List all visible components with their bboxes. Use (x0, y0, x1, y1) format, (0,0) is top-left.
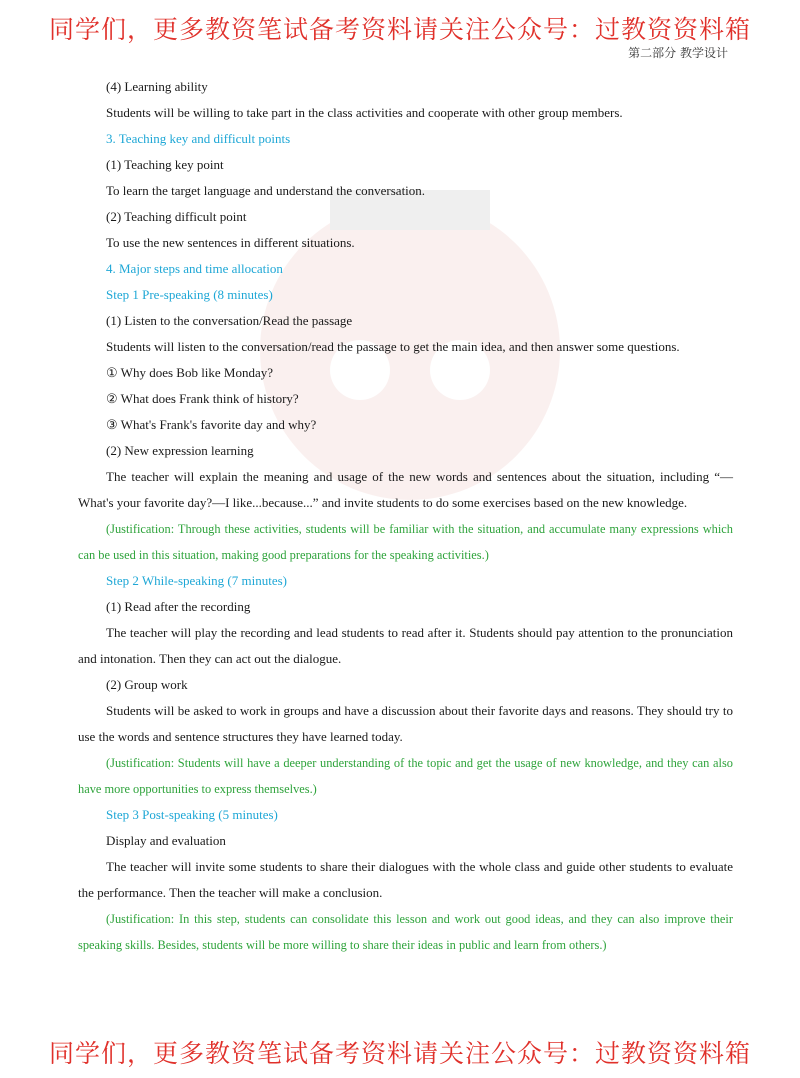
step1-heading: Step 1 Pre-speaking (8 minutes) (106, 287, 273, 302)
step1-question: ③ What's Frank's favorite day and why? (106, 417, 317, 432)
difficult-point-title: (2) Teaching difficult point (106, 209, 247, 224)
step3-heading: Step 3 Post-speaking (5 minutes) (106, 807, 278, 822)
running-head: 第二部分 教学设计 (628, 46, 728, 60)
step2-sub2-text: Students will be asked to work in groups and have a discussion about their favorite days and reasons. They should try to use the words and sentence structures they have learned today. (78, 703, 733, 744)
step1-sub1-text: Students will listen to the conversation/read the passage to get the main idea, and then answer some questions. (106, 339, 680, 354)
promo-banner-top: 同学们，更多教资笔试备考资料请关注公众号：过教资资料箱 (48, 15, 751, 44)
step1-justification: (Justification: Through these activities, students will be familiar with the situation, and accumulate many expressions which can be used in this situation, making good preparations for the speaking activities.) (78, 522, 733, 562)
major-steps-heading: 4. Major steps and time allocation (106, 261, 283, 276)
step1-sub2-title: (2) New expression learning (106, 443, 254, 458)
promo-banner-bottom: 同学们，更多教资笔试备考资料请关注公众号：过教资资料箱 (48, 1039, 751, 1068)
step1-sub1-title: (1) Listen to the conversation/Read the passage (106, 313, 353, 328)
step1-sub2-text: The teacher will explain the meaning and usage of the new words and sentences about the situation, including “—What's your favorite day?—I like...because...” and invite students to do some exercises based on the new knowledge. (78, 469, 733, 510)
learning-ability-text: Students will be willing to take part in the class activities and cooperate with other group members. (106, 105, 623, 120)
step3-justification: (Justification: In this step, students can consolidate this lesson and work out good ideas, and they can also improve their speaking skills. Besides, students will be more willing to share their ideas in public and learn from others.) (78, 912, 733, 952)
key-points-heading: 3. Teaching key and difficult points (106, 131, 291, 146)
key-point-text: To learn the target language and understand the conversation. (106, 183, 426, 198)
step1-question: ② What does Frank think of history? (106, 391, 299, 406)
step2-heading: Step 2 While-speaking (7 minutes) (106, 573, 288, 588)
step2-justification: (Justification: Students will have a deeper understanding of the topic and get the usage of new knowledge, and they can also have more opportunities to express themselves.) (78, 756, 733, 796)
step3-sub1-title: Display and evaluation (106, 833, 226, 848)
step2-sub1-title: (1) Read after the recording (106, 599, 251, 614)
difficult-point-text: To use the new sentences in different situations. (106, 235, 355, 250)
key-point-title: (1) Teaching key point (106, 157, 224, 172)
step2-sub2-title: (2) Group work (106, 677, 188, 692)
document-body (78, 74, 733, 958)
step3-sub1-text: The teacher will invite some students to share their dialogues with the whole class and guide other students to evaluate the performance. Then the teacher will make a conclusion. (78, 859, 733, 900)
step2-sub1-text: The teacher will play the recording and lead students to read after it. Students should pay attention to the pronunciation and intonation. Then they can act out the dialogue. (78, 625, 733, 666)
learning-ability-title: (4) Learning ability (106, 79, 208, 94)
step1-question: ① Why does Bob like Monday? (106, 365, 274, 380)
